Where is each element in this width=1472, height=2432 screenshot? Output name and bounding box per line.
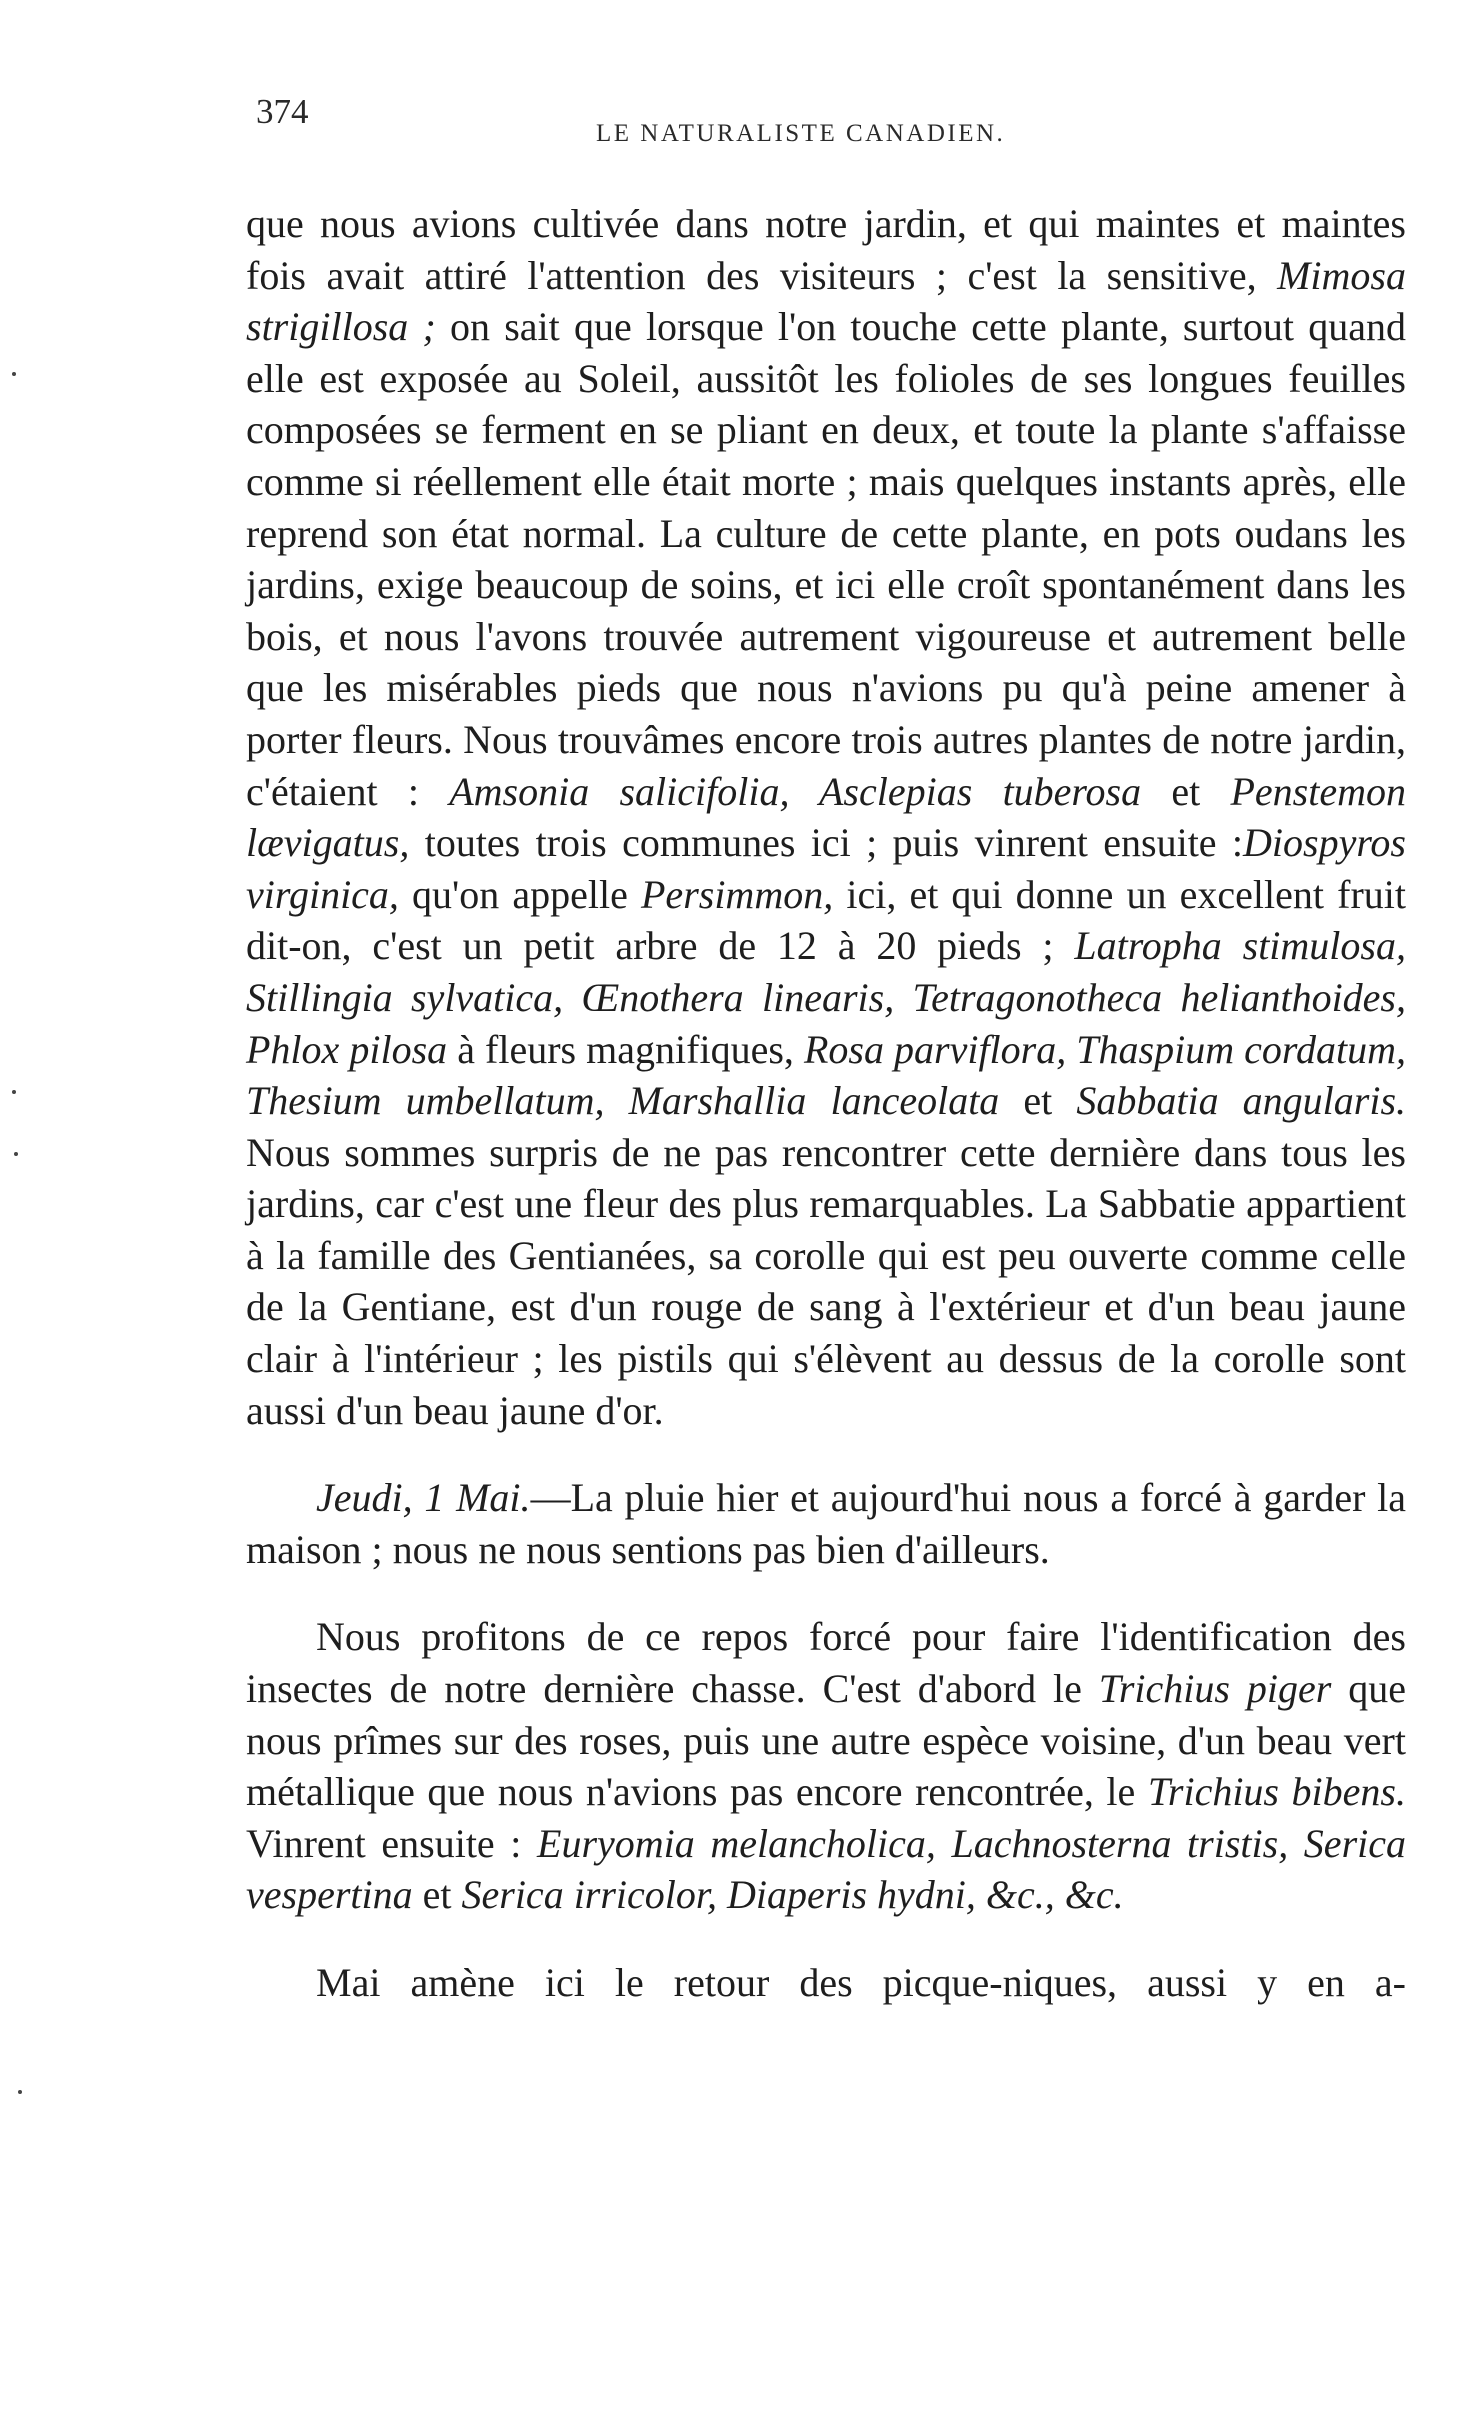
text-run: et	[412, 1872, 462, 1918]
italic-common-name: Persimmon,	[641, 871, 834, 917]
text-run: que nous avions cultivée dans notre jardin, et qui maintes et maintes fois avait attiré l'attention des visiteurs ; c'est la sensitive,	[246, 201, 1406, 298]
italic-species-name: Trichius piger	[1098, 1666, 1332, 1712]
italic-species-name: Trichius bibens.	[1147, 1769, 1406, 1815]
italic-species-name: Euryomia melancholica, Lachnosterna tristis, Serica vespertina	[246, 1820, 1406, 1918]
text-run: et	[999, 1078, 1077, 1124]
paragraph-sensitive-plants	[246, 198, 1406, 1436]
scan-speck	[12, 372, 16, 376]
text-run: qu'on appelle	[398, 871, 641, 917]
italic-species-name: Rosa parviflora, Thaspium cordatum, Thesium umbellatum, Marshallia lanceolata	[246, 1026, 1407, 1124]
paragraph-picque-niques	[246, 1957, 1406, 2009]
text-run: Vinrent ensuite :	[246, 1820, 538, 1866]
italic-date: Jeudi, 1 Mai.	[316, 1475, 531, 1521]
scan-speck	[18, 2090, 22, 2094]
text-run: à fleurs magnifiques,	[447, 1026, 804, 1072]
italic-species-name: Serica irricolor, Diaperis hydni, &c., &c.	[461, 1872, 1124, 1918]
paragraph-insects	[246, 1611, 1406, 1921]
text-run: Mai amène ici le retour des picque-niques, aussi y en a-	[316, 1960, 1406, 2005]
running-title: LE NATURALISTE CANADIEN.	[596, 120, 1006, 147]
text-run: ici, et qui donne un excellent fruit dit-on, c'est un petit arbre de 12 à 20 pieds ;	[246, 871, 1406, 969]
text-run: on sait que lorsque l'on touche cette plante, surtout quand elle est exposée au Soleil, aussitôt les folioles de ses longues feuilles composées se ferment en se pliant en deux, et toute la plante s'affaisse comme si réellement elle était morte ; mais quelques instants après, elle reprend son état normal. La culture de cette plante, en pots oudans les jardins, exige beaucoup de soins, et ici elle croît spontanément dans les bois, et nous l'avons trouvée autrement vigoureuse et autrement belle que les misérables pieds que nous n'avions pu qu'à peine amener à porter fleurs. Nous trouvâmes encore trois autres plantes de notre jardin, c'étaient :	[246, 304, 1406, 814]
page-header	[246, 92, 1406, 152]
text-run: toutes trois communes ici ; puis vinrent ensuite :	[409, 820, 1244, 866]
scan-speck	[14, 1152, 18, 1156]
italic-species-name: Diospyros virginica,	[246, 820, 1406, 917]
text-run: et	[1141, 768, 1231, 814]
text-run: Nous profitons de ce repos forcé pour faire l'identification des insectes de notre dernière chasse. C'est d'abord le	[246, 1614, 1406, 1712]
paragraph-jeudi	[246, 1472, 1406, 1575]
italic-species-name: Latropha stimulosa, Stillingia sylvatica, Œnothera linearis, Tetragonotheca helianthoides, Phlox pilosa	[246, 923, 1406, 1072]
page-number: 374	[256, 92, 309, 131]
italic-species-name: Penstemon lævigatus,	[246, 768, 1406, 866]
text-run: que nous prîmes sur des roses, puis une autre espèce voisine, d'un beau vert métallique que nous n'avions pas encore rencontrée, le	[246, 1666, 1406, 1815]
body-text	[246, 198, 1406, 2009]
scan-speck	[12, 1090, 16, 1094]
italic-species-name: Mimosa strigillosa ;	[246, 252, 1406, 350]
text-run: —La pluie hier et aujourd'hui nous a forcé à garder la maison ; nous ne nous sentions pas bien d'ailleurs.	[246, 1475, 1407, 1572]
text-run: Nous sommes surpris de ne pas rencontrer cette dernière dans tous les jardins, car c'est une fleur des plus remarquables. La Sabbatie appartient à la famille des Gentianées, sa corolle qui est peu ouverte comme celle de la Gentiane, est d'un rouge de sang à l'extérieur et d'un beau jaune clair à l'intérieur ; les pistils qui s'élèvent au dessus de la corolle sont aussi d'un beau jaune d'or.	[246, 1129, 1406, 1433]
italic-species-name: Sabbatia angularis.	[1076, 1078, 1407, 1124]
italic-species-name: Amsonia salicifolia, Asclepias tuberosa	[449, 768, 1142, 814]
